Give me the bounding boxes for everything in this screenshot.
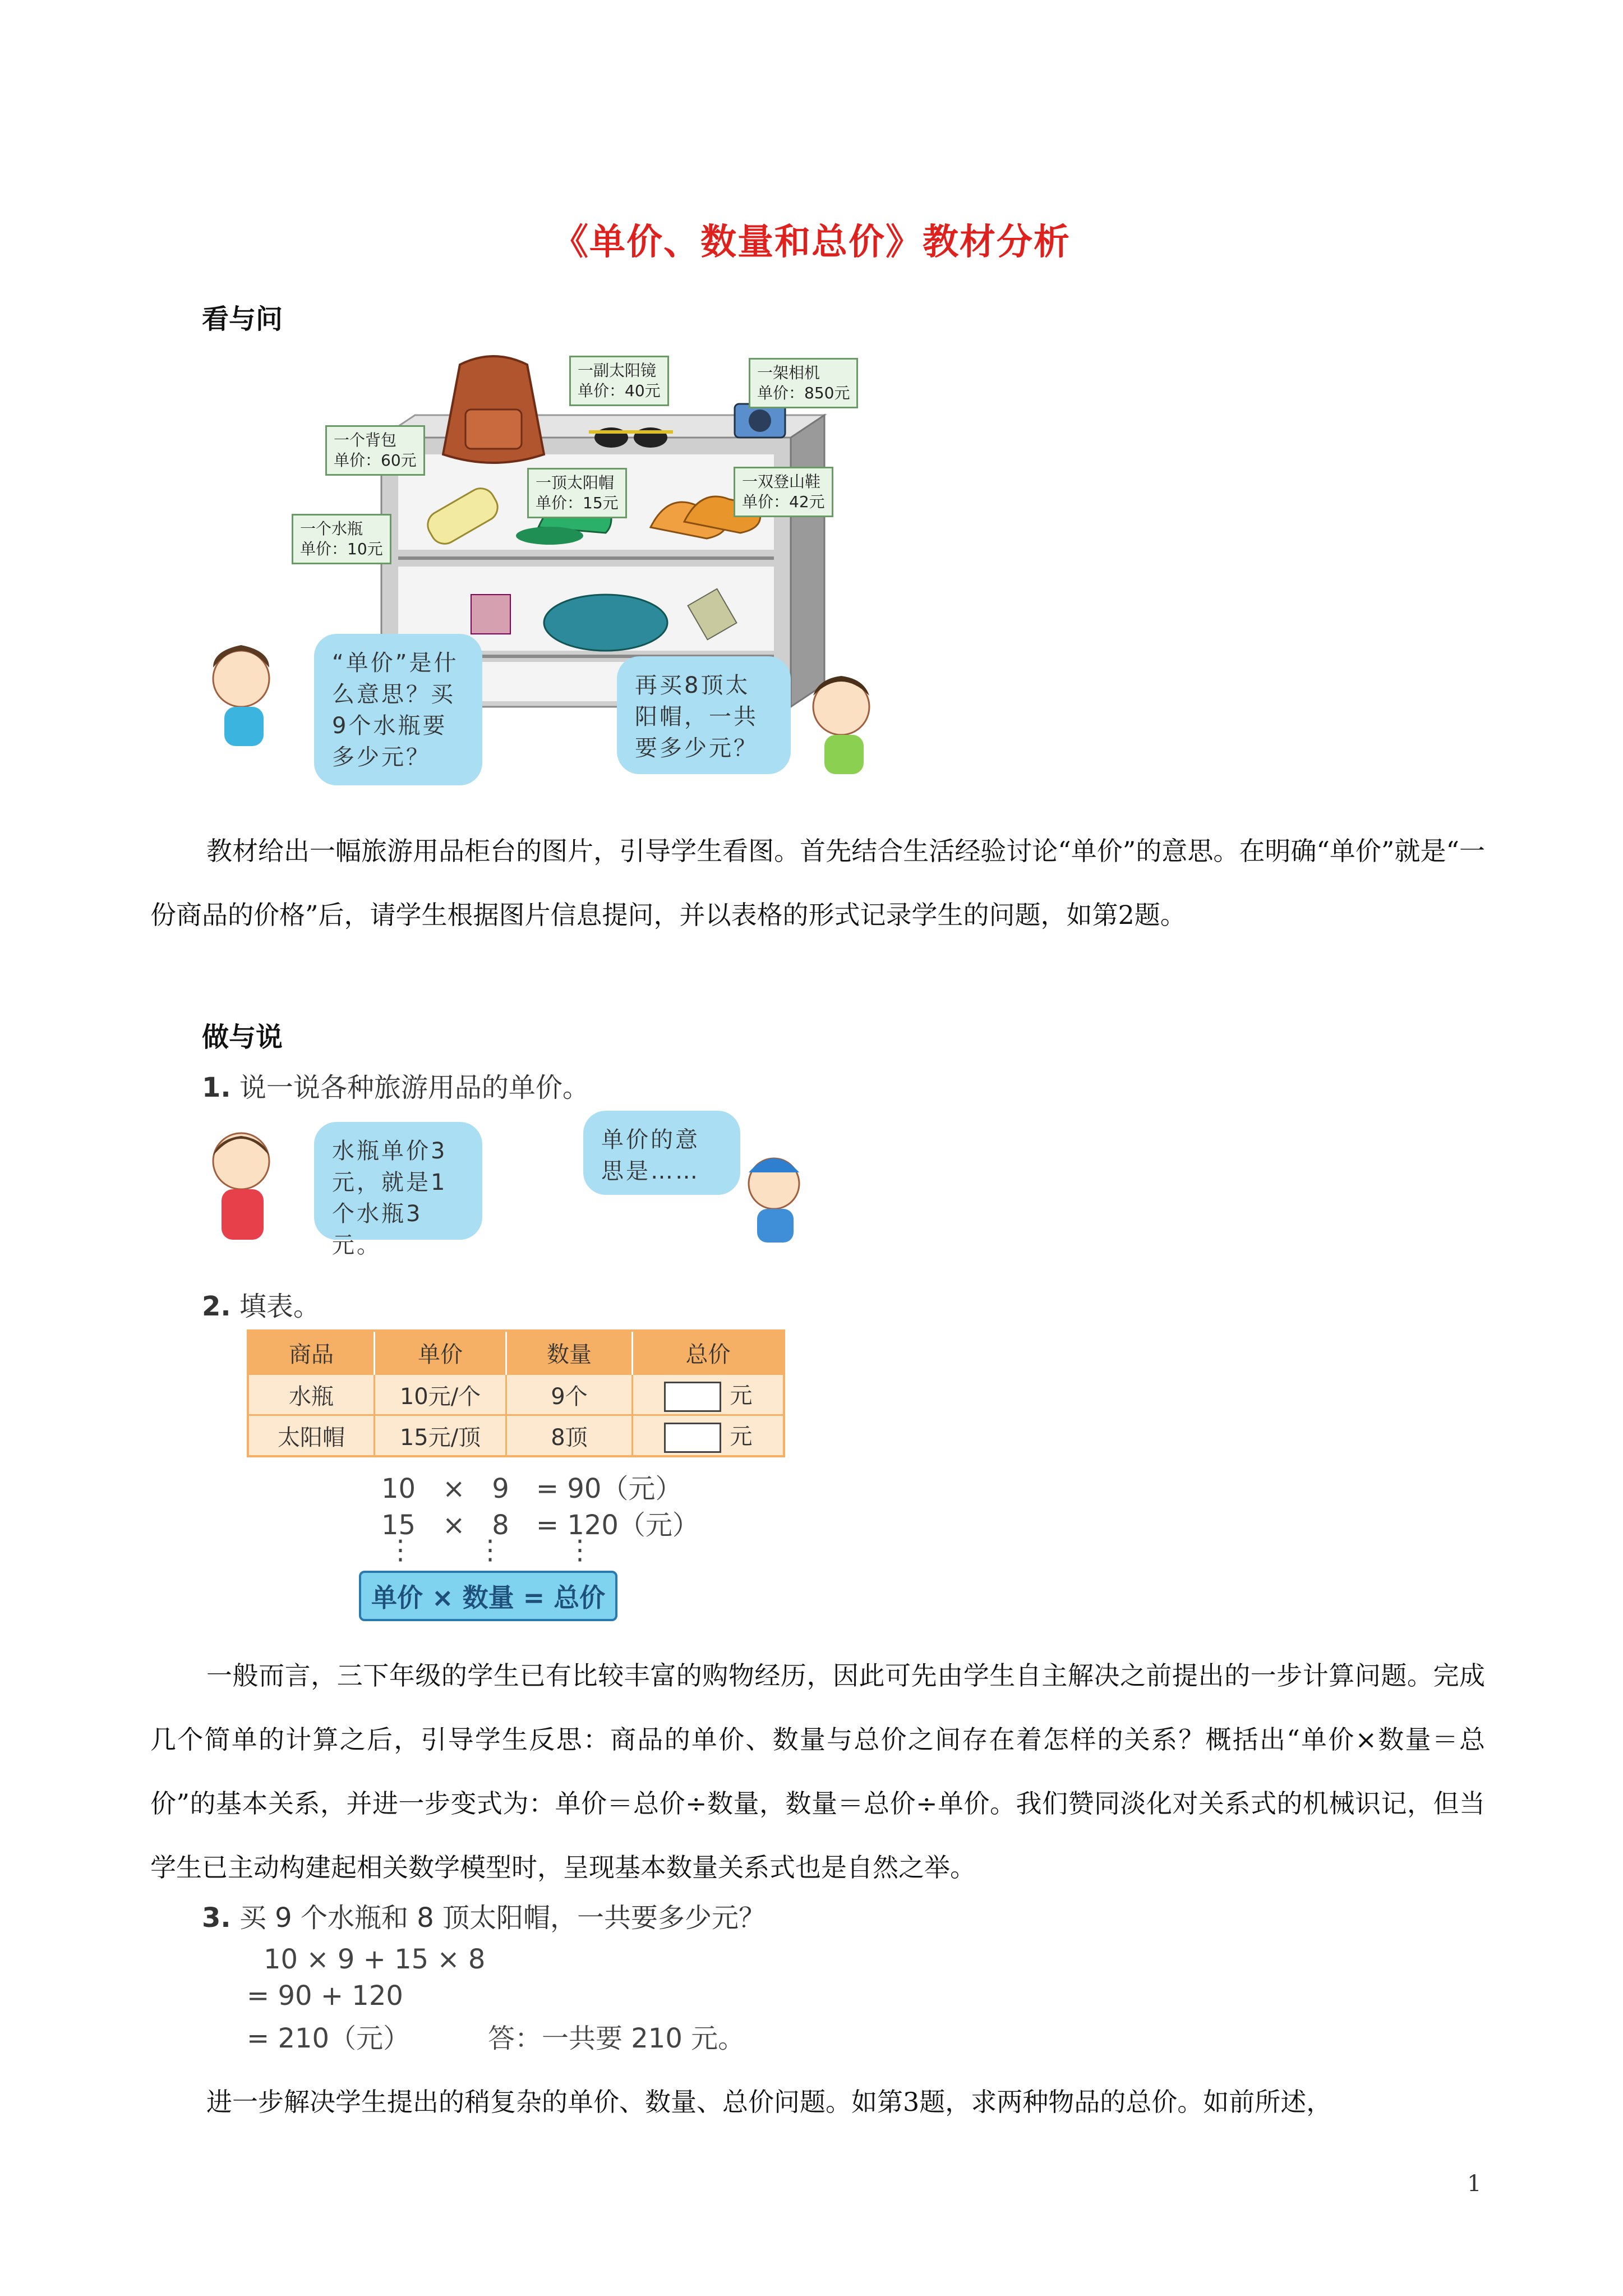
exercise-3: [202, 1896, 766, 1935]
price-tag-hat: [527, 468, 627, 518]
tag-item-price: 单价：42元: [742, 493, 825, 511]
speech-bubble-girl-explanation: 水瓶单价3元，就是1个水瓶3元。: [314, 1122, 482, 1240]
exercise-text: 填表。: [239, 1291, 320, 1322]
unit-label: 元: [730, 1382, 753, 1409]
page-title: 《单价、数量和总价》教材分析: [552, 221, 1071, 263]
section-heading-do-and-say: 做与说: [202, 1022, 283, 1053]
exercise-2: [202, 1285, 320, 1323]
table-cell: 水瓶: [248, 1374, 375, 1415]
unit-price-dialog-illustration: [202, 1111, 819, 1258]
solution-answer: 答：一共要 210 元。: [488, 2023, 745, 2054]
exercise-1: [202, 1066, 589, 1105]
solution-line-2: = 90 + 120: [247, 1980, 403, 2012]
paragraph-intro: 教材给出一幅旅游用品柜台的图片，引导学生看图。首先结合生活经验讨论“单价”的意思。在明确“单价”就是“一份商品的价格”后，请学生根据图片信息提问，并以表格的形式记录学生的问题，如第2题。: [150, 836, 1485, 930]
speech-bubble-girl: “单价”是什么意思？买9个水瓶要多少元？: [314, 634, 482, 785]
table-header: 数量: [506, 1331, 633, 1374]
table-cell: 15元/顶: [375, 1415, 506, 1457]
exercise-number: 2.: [202, 1291, 231, 1322]
calc-line-2: 15 × 8 = 120（元）: [381, 1510, 699, 1541]
section-heading-look-and-ask: 看与问: [202, 303, 283, 335]
counter-illustration: [202, 342, 920, 797]
table-cell: 9个: [506, 1374, 633, 1415]
paragraph-relation: 一般而言，三下年级的学生已有比较丰富的购物经历，因此可先由学生自主解决之前提出的一步计算问题。完成几个简单的计算之后，引导学生反思：商品的单价、数量与总价之间存在着怎样的关系？概括出“单价×数量＝总价”的基本关系，并进一步变式为：单价＝总价÷数量，数量＝总价÷单价。我们赞同淡化对关系式的机械识记，但当学生已主动构建起相关数学模型时，呈现基本数量关系式也是自然之举。: [150, 1660, 1485, 1883]
table-cell: 太阳帽: [248, 1415, 375, 1457]
continuation-dots: ⋮: [387, 1534, 414, 1566]
answer-blank[interactable]: [664, 1423, 721, 1453]
speech-bubble-boy-question: 单价的意思是……: [583, 1111, 740, 1195]
tag-item-price: 单价：15元: [536, 494, 619, 512]
exercise-text: 买 9 个水瓶和 8 顶太阳帽，一共要多少元？: [239, 1902, 766, 1934]
solution-line-1: 10 × 9 + 15 × 8: [264, 1944, 486, 1975]
table-header: 商品: [248, 1331, 375, 1374]
table-cell: 8顶: [506, 1415, 633, 1457]
paragraph-further: 进一步解决学生提出的稍复杂的单价、数量、总价问题。如第3题，求两种物品的总价。如前所述，: [206, 2087, 1332, 2117]
answer-blank[interactable]: [664, 1382, 721, 1412]
table-header-row: [248, 1331, 784, 1374]
price-tag-bottle: [292, 514, 391, 564]
exercise-number: 1.: [202, 1072, 231, 1103]
continuation-dots: ⋮: [566, 1534, 593, 1566]
counter-drawing: [202, 342, 920, 797]
price-tag-shoes: [734, 467, 833, 517]
price-tag-backpack: [325, 425, 425, 476]
tag-item-name: 一架相机: [757, 364, 820, 382]
formula-box: 单价 × 数量 = 总价: [359, 1571, 617, 1621]
solution-line-3: = 210（元）: [247, 2023, 411, 2054]
table-row: [248, 1374, 784, 1415]
continuation-dots: ⋮: [477, 1534, 504, 1566]
table-header: 总价: [633, 1331, 785, 1374]
tag-item-name: 一个背包: [334, 431, 397, 449]
exercise-number: 3.: [202, 1902, 231, 1934]
table-cell-total: [633, 1415, 785, 1457]
table-header: 单价: [375, 1331, 506, 1374]
speech-bubble-boy: 再买8顶太阳帽，一共要多少元？: [617, 656, 791, 774]
fill-in-table: [247, 1329, 785, 1457]
tag-item-name: 一个水瓶: [300, 519, 363, 538]
tag-item-name: 一副太阳镜: [578, 361, 657, 380]
table-cell: 10元/个: [375, 1374, 506, 1415]
calc-line-1: 10 × 9 = 90（元）: [381, 1473, 683, 1504]
table-cell-total: [633, 1374, 785, 1415]
tag-item-name: 一顶太阳帽: [536, 473, 615, 492]
tag-item-price: 单价：10元: [300, 540, 383, 558]
unit-label: 元: [730, 1423, 753, 1450]
price-tag-camera: [749, 358, 858, 408]
tag-item-price: 单价：40元: [578, 381, 661, 400]
tag-item-price: 单价：60元: [334, 451, 417, 470]
price-tag-sunglasses: [569, 356, 669, 406]
exercise-text: 说一说各种旅游用品的单价。: [239, 1072, 589, 1103]
tag-item-price: 单价：850元: [757, 384, 850, 402]
page-number: 1: [1467, 2171, 1482, 2197]
table-row: [248, 1415, 784, 1457]
tag-item-name: 一双登山鞋: [742, 472, 821, 491]
